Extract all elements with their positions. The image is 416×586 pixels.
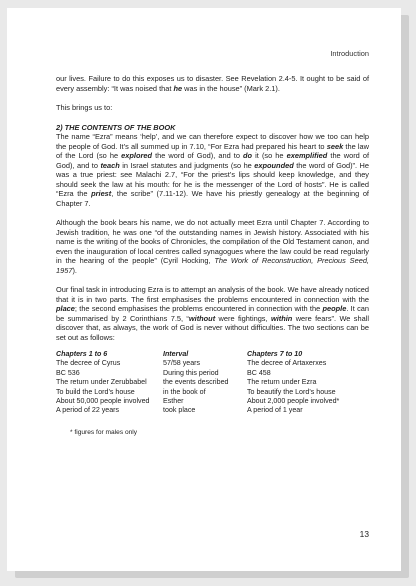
emphasis-without: without bbox=[188, 313, 216, 323]
table-cell: BC 458 bbox=[247, 368, 271, 377]
paragraph-2: This brings us to: bbox=[56, 103, 113, 112]
column-heading: Interval bbox=[163, 350, 189, 358]
emphasis-do: do bbox=[243, 151, 253, 160]
emphasis-explored: explored bbox=[121, 151, 152, 160]
table-cell: The return under Zerubbabel bbox=[56, 378, 147, 387]
citation: The Work of Reconstruction, Precious Seed, 1957 bbox=[56, 256, 369, 275]
table-cell: About 50,000 people involved bbox=[56, 397, 150, 406]
table-cell: The return under Ezra bbox=[247, 378, 317, 387]
summary-table bbox=[56, 350, 369, 416]
paragraph-3: The name “Ezra” means ‘help’, and we can therefore expect to discover how we too can help the people of God. It’s all summed up in 7.10, “For Ezra had prepared his heart to seek the law of the Lord (so he explored the word of God), and to do it (so he exemplified the word of God), and to teach in Israel statutes and judgments (so he expounded the word of God)”. He was a true priest: see Malachi 2.7, “For the priest’s lips should keep knowledge, and they should seek the law at his mouth: for he is the messenger of the Lord of hosts”. He is called “Ezra the priest, the scribe” (7.11-12). We have his priestly genealogy at the beginning of Chapter 7. bbox=[56, 132, 370, 208]
emphasis-exemplified: exemplified bbox=[286, 151, 328, 160]
section-heading: 2) THE CONTENTS OF THE BOOK bbox=[56, 122, 176, 132]
emphasis-place: place bbox=[56, 304, 75, 313]
table-cell: the events described bbox=[163, 378, 229, 387]
emphasis-he: he bbox=[173, 83, 183, 93]
table-cell: A period of 1 year bbox=[247, 406, 303, 415]
emphasis-within: within bbox=[270, 313, 293, 323]
table-cell: A period of 22 years bbox=[56, 406, 120, 415]
column-chapters-1-6 bbox=[56, 350, 163, 416]
table-cell: took place bbox=[163, 406, 196, 415]
emphasis-people: people bbox=[322, 304, 347, 313]
column-interval bbox=[163, 350, 247, 416]
page-number: 13 bbox=[359, 529, 369, 539]
column-heading: Chapters 1 to 6 bbox=[56, 350, 108, 358]
paragraph-4: Although the book bears his name, we do not actually meet Ezra until Chapter 7. According to Jewish tradition, he was one “of the outstanding names in Jewish history. Associated with his name is the writing of the books of Chronicles, the compilation of the Old Testament canon, and even the inauguration of local centres called synagogues where the law could be read regularly in the hearing of the people” (Cyril Hocking, The Work of Reconstruction, Precious Seed, 1957). bbox=[56, 218, 369, 275]
page-content bbox=[56, 74, 369, 437]
table-cell: During this period bbox=[163, 368, 219, 377]
emphasis-priest: priest bbox=[91, 189, 112, 198]
emphasis-seek: seek bbox=[326, 141, 344, 151]
table-cell: To beautify the Lord’s house bbox=[247, 387, 336, 396]
paragraph-5: Our final task in introducing Ezra is to attempt an analysis of the book. We have already noticed that it is in two parts. The first emphasises the problems encountered in connection with the place; the second emphasises the problems encountered in connection with the people. It can be summarised by 2 Corinthians 7.5, “without were fightings, within were fears”. We shall discover that, as always, the work of God is never without difficulties. The two sections can be set out as follows: bbox=[56, 285, 369, 342]
running-head: Introduction bbox=[330, 49, 369, 58]
table-cell: in the book of bbox=[163, 387, 206, 396]
paragraph-1: our lives. Failure to do this exposes us to disaster. See Revelation 2.4-5. It ought to be said of every assembly: “It was noised that he was in the house” (Mark 2.1). bbox=[56, 74, 369, 93]
footnote: * figures for males only bbox=[70, 428, 138, 436]
table-cell: The decree of Artaxerxes bbox=[247, 359, 327, 368]
table-cell: 57/58 years bbox=[163, 359, 201, 368]
table-cell: The decree of Cyrus bbox=[56, 359, 121, 368]
table-cell: Esther bbox=[163, 397, 184, 406]
emphasis-expounded: expounded bbox=[254, 160, 294, 170]
emphasis-teach: teach bbox=[100, 160, 120, 170]
column-heading: Chapters 7 to 10 bbox=[247, 350, 303, 358]
table-cell: To build the Lord’s house bbox=[56, 387, 135, 396]
book-page bbox=[7, 8, 401, 571]
column-chapters-7-10 bbox=[247, 350, 369, 416]
table-cell: About 2,000 people involved* bbox=[247, 397, 340, 406]
table-cell: BC 536 bbox=[56, 368, 80, 377]
